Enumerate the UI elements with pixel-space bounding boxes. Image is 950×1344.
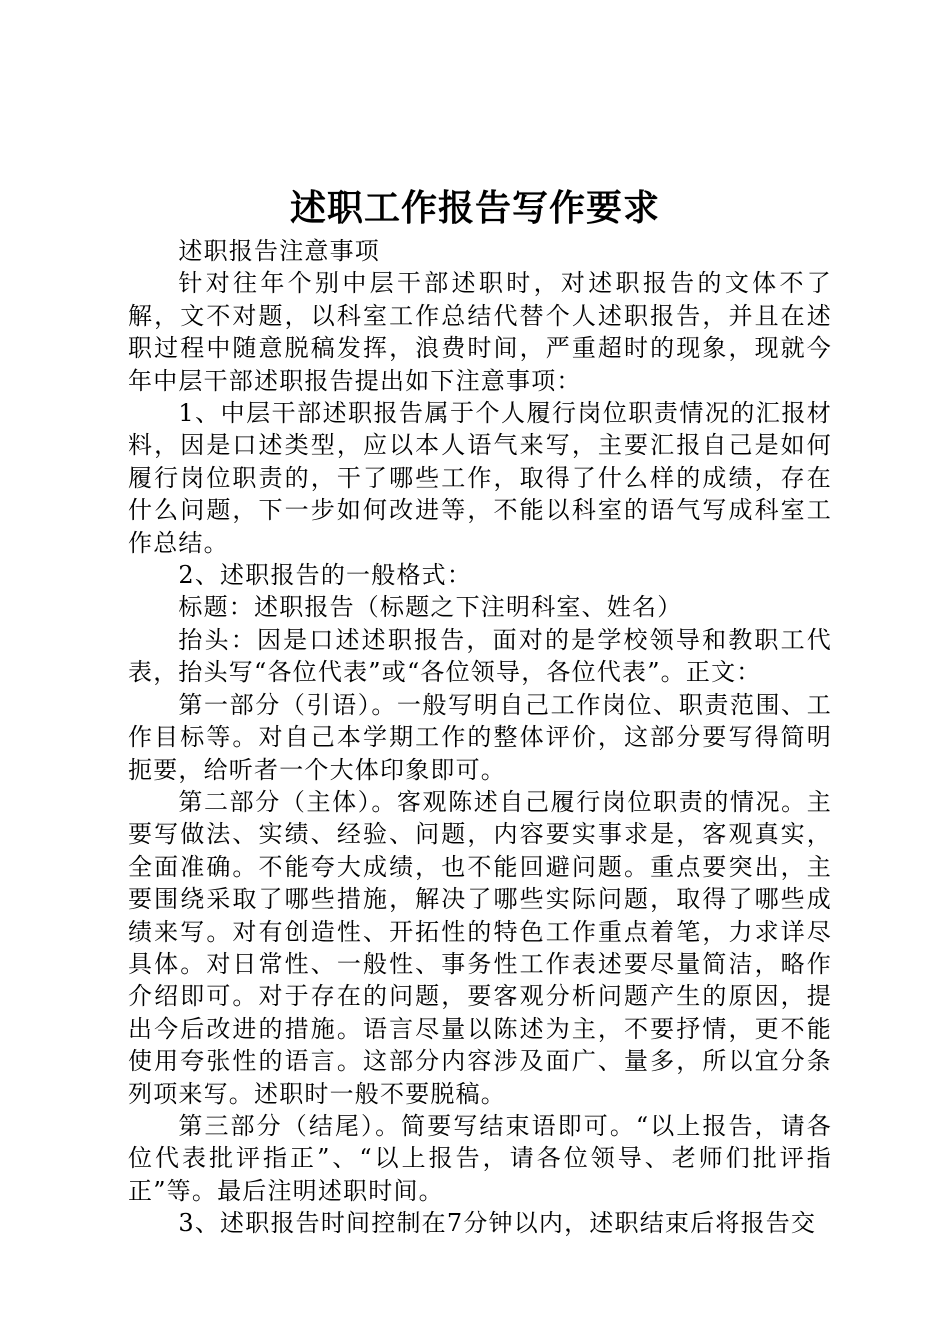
document-body	[128, 235, 832, 1240]
part-2-paragraph: 第二部分（主体）。客观陈述自己履行岗位职责的情况。主要写做法、实绩、经验、问题，内容要实事求是，客观真实，全面准确。不能夸大成绩，也不能回避问题。重点要突出，主要围绕采取了哪些措施，解决了哪些实际问题，取得了哪些成绩来写。对有创造性、开拓性的特色工作重点着笔，力求详尽具体。对日常性、一般性、事务性工作表述要尽量简洁，略作介绍即可。对于存在的问题，要客观分析问题产生的原因，提出今后改进的措施。语言尽量以陈述为主，不要抒情，更不能使用夸张性的语言。这部分内容涉及面广、量多，所以宜分条列项来写。述职时一般不要脱稿。	[128, 787, 832, 1108]
part-1-paragraph: 第一部分（引语）。一般写明自己工作岗位、职责范围、工作目标等。对自己本学期工作的整体评价，这部分要写得简明扼要，给听者一个大体印象即可。	[128, 690, 832, 784]
format-title-paragraph: 标题：述职报告（标题之下注明科室、姓名）	[178, 593, 683, 622]
item-3-paragraph: 3、述职报告时间控制在7分钟以内，述职结束后将报告交	[178, 1209, 817, 1238]
intro-paragraph: 针对往年个别中层干部述职时，对述职报告的文体不了解，文不对题，以科室工作总结代替个人述职报告，并且在述职过程中随意脱稿发挥，浪费时间，严重超时的现象，现就今年中层干部述职报告提出如下注意事项：	[128, 269, 832, 395]
item-1-paragraph: 1、中层干部述职报告属于个人履行岗位职责情况的汇报材料，因是口述类型，应以本人语气来写，主要汇报自己是如何履行岗位职责的，干了哪些工作，取得了什么样的成绩，存在什么问题，下一步如何改进等，不能以科室的语气写成科室工作总结。	[128, 399, 832, 557]
part-3-paragraph: 第三部分（结尾）。简要写结束语即可。“以上报告，请各位代表批评指正”、“以上报告，请各位领导、老师们批评指正”等。最后注明述职时间。	[128, 1111, 832, 1205]
format-header-paragraph: 抬头：因是口述述职报告，面对的是学校领导和教职工代表，抬头写“各位代表”或“各位领导，各位代表”。正文：	[128, 625, 832, 687]
section-heading-notes: 述职报告注意事项	[178, 237, 380, 265]
item-2-heading: 2、述职报告的一般格式：	[178, 561, 473, 590]
document-title: 述职工作报告写作要求	[289, 187, 660, 229]
